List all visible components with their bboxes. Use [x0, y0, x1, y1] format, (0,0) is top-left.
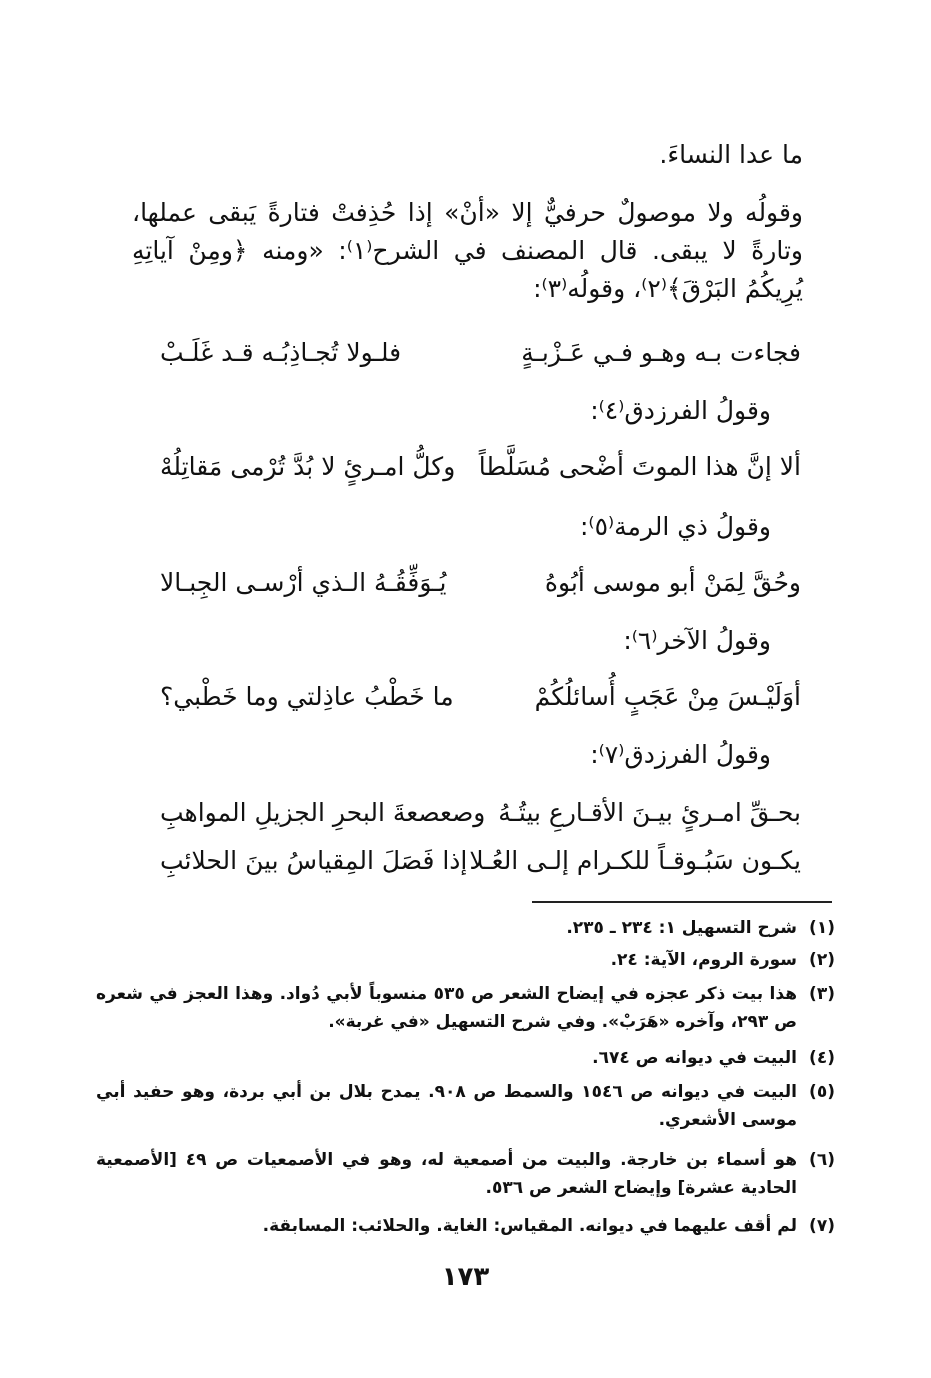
- footnote-number: (١): [809, 918, 835, 938]
- verse-2: [160, 452, 801, 490]
- footnote-text: شرح التسهيل ١: ٢٣٤ ـ ٢٣٥.: [566, 918, 797, 938]
- footnote-2: [96, 946, 835, 974]
- footnote-5: [96, 1078, 835, 1134]
- footnote-number: (٥): [809, 1082, 835, 1102]
- footnote-number: (٧): [809, 1216, 835, 1236]
- verse-4-second-hemistich: ما خَطْبُ عاذِلتي وما خَطْبي؟: [160, 682, 454, 711]
- footnote-text: البيت في ديوانه ص ٦٧٤.: [592, 1048, 797, 1068]
- verse-3-first-hemistich: وحُقَّ لِمَنْ أبو موسى أبُوهُ: [544, 568, 801, 597]
- footnote-6: [96, 1146, 835, 1202]
- verse-1-first-hemistich: فجاءت بـه وهـو فـي عَـزْبـةٍ: [521, 338, 801, 367]
- verse-6: [160, 846, 801, 884]
- verse-4: [160, 682, 801, 720]
- verse-5-second-hemistich: وصعصعةَ البحرِ الجزيلِ المواهبِ: [160, 798, 486, 827]
- main-paragraph: وقولُه ولا موصولٌ حرفيٌّ إلا «أنْ» إذا حُذِفتْ فتارةً يَبقى عملها، وتارةً لا يبقى. قال المصنف في الشرح⁽١⁾: «ومنه ﴿ومِنْ آياتِهِ يُرِيكُمُ البَرْقَ﴾⁽٢⁾، وقولُه⁽٣⁾:: [132, 198, 803, 303]
- footnote-text: سورة الروم، الآية: ٢٤.: [610, 950, 797, 970]
- footnote-number: (٢): [809, 950, 835, 970]
- verse-5-intro: وقولُ الفرزدق⁽٧⁾:: [590, 740, 771, 769]
- page-number: ١٧٣: [441, 1262, 490, 1292]
- verse-4-intro: وقولُ الآخر⁽٦⁾:: [623, 626, 771, 655]
- verse-6-first-hemistich: يكـون سَبُـوقـاً للكـرام إلـى العُـلا: [469, 846, 801, 875]
- verse-2-intro: وقولُ الفرزدق⁽٤⁾:: [590, 396, 771, 425]
- footnote-number: (٦): [809, 1150, 835, 1170]
- footnote-text: هذا بيت ذكر عجزه في إيضاح الشعر ص ٥٣٥ منسوباً لأبي دُواد. وهذا العجز في شعره ص ٢٩٣، وآخره «هَرَبْ». وفي شرح التسهيل «في غربة».: [96, 984, 797, 1032]
- verse-5: [160, 798, 801, 836]
- footnote-separator: [532, 901, 832, 903]
- intro-line: ما عدا النساءَ.: [659, 140, 803, 169]
- footnote-3: [96, 980, 835, 1036]
- verse-2-second-hemistich: وكلُّ امـرئٍ لا بُدَّ تُرْمى مَقاتِلُهْ: [160, 452, 456, 481]
- footnote-7: [96, 1212, 835, 1240]
- footnote-4: [96, 1044, 835, 1072]
- verse-3-intro: وقولُ ذي الرمة⁽٥⁾:: [579, 512, 771, 541]
- footnote-number: (٣): [809, 984, 835, 1004]
- footnote-1: [96, 914, 835, 942]
- verse-6-second-hemistich: إذا فَصَلَ المِقياسُ بينَ الحلائبِ: [160, 846, 468, 875]
- verse-1-second-hemistich: فلـولا تُجـاذِبُـه قـد غَلَـبْ: [160, 338, 402, 367]
- verse-3-second-hemistich: يُـوَفِّقُـهُ الـذي أرْسـى الجِبـالا: [160, 568, 447, 597]
- verse-5-first-hemistich: بحـقِّ امـرئٍ بيـنَ الأقـارعِ بيتُـهُ: [498, 798, 801, 827]
- footnote-number: (٤): [809, 1048, 835, 1068]
- verse-4-first-hemistich: أوَلَيْـسَ مِنْ عَجَبٍ أُسائلُكُمْ: [534, 682, 801, 711]
- verse-2-first-hemistich: ألا إنَّ هذا الموتَ أضْحى مُسَلَّطاً: [478, 452, 801, 481]
- verse-3: [160, 568, 801, 606]
- footnote-text: لم أقف عليهما في ديوانه. المقياس: الغاية. والحلائب: المسابقة.: [262, 1216, 797, 1236]
- footnote-text: هو أسماء بن خارجة. والبيت من أصمعية له، وهو في الأصمعيات ص ٤٩ [الأصمعية الحادية عشرة] وإيضاح الشعر ص ٥٣٦.: [96, 1150, 797, 1198]
- footnote-text: البيت في ديوانه ص ١٥٤٦ والسمط ص ٩٠٨. يمدح بلال بن أبي بردة، وهو حفيد أبي موسى الأشعري.: [96, 1082, 797, 1130]
- verse-1: [160, 338, 801, 376]
